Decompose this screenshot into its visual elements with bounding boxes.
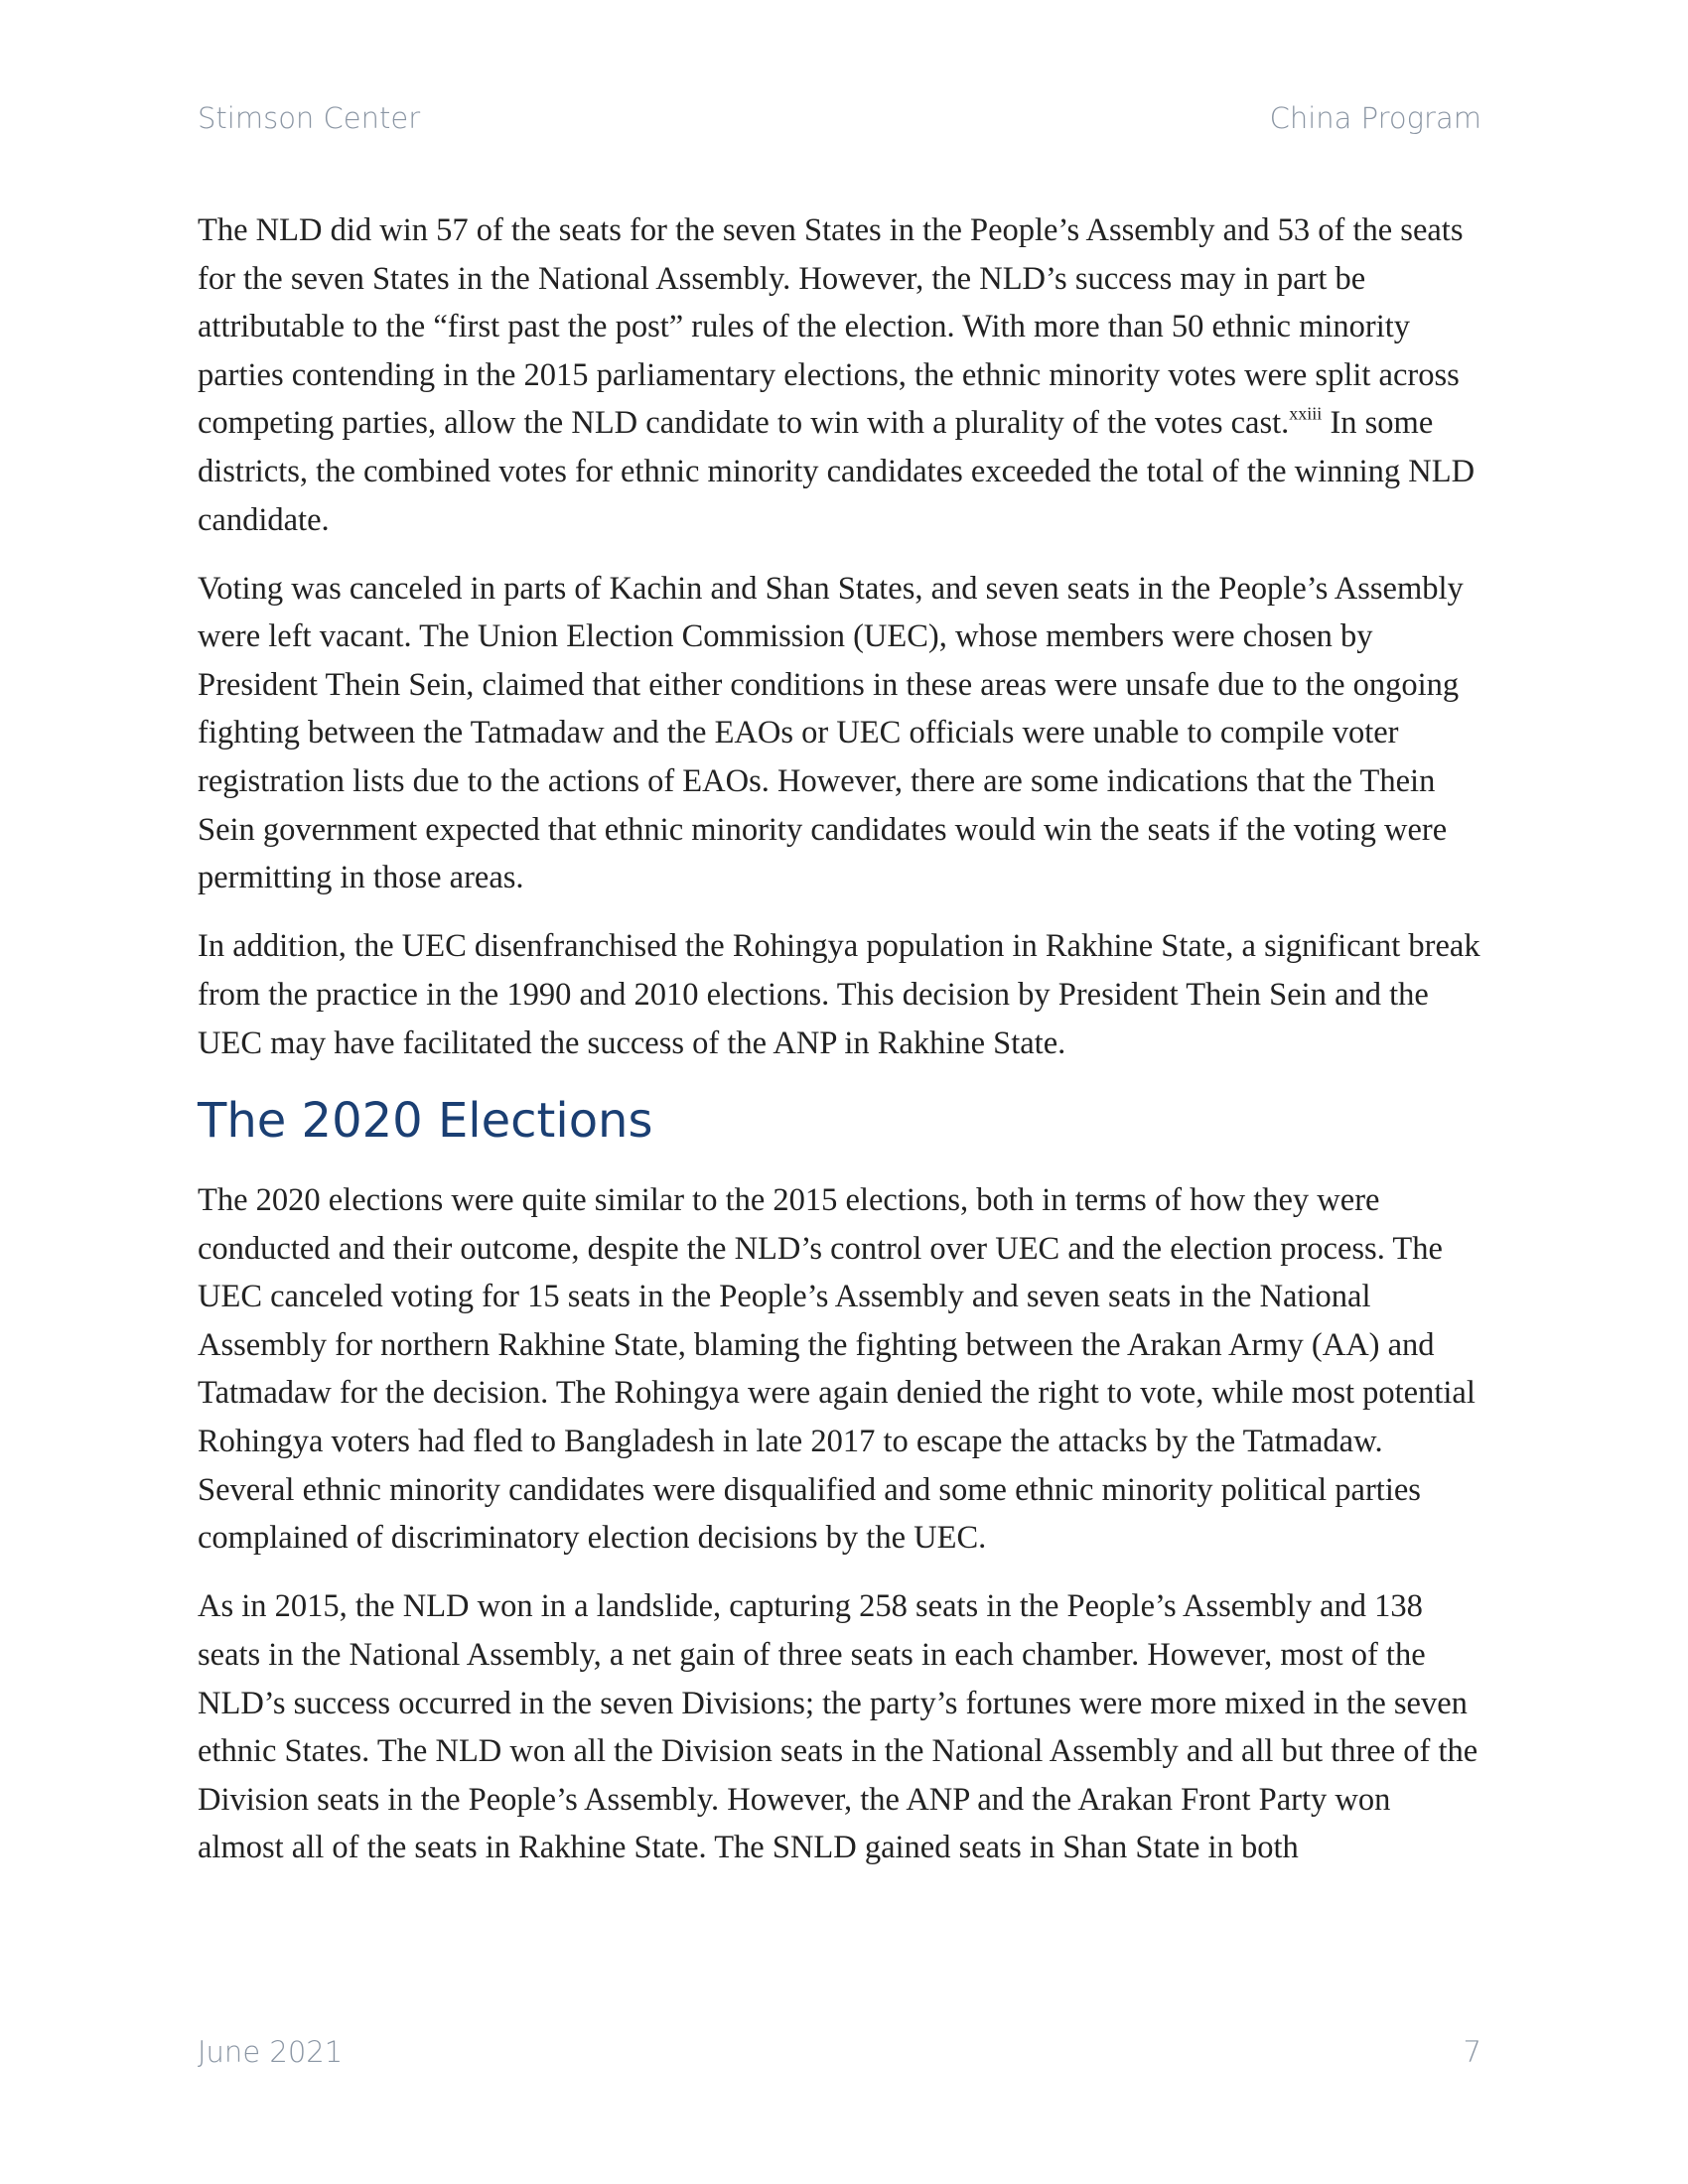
- paragraph-4: The 2020 elections were quite similar to the 2015 elections, both in terms of how they were conducted and their outcome, despite the NLD’s control over UEC and the election process. The UEC canceled voting for 15 seats in the People’s Assembly and seven seats in the National Assembly for northern Rakhine State, blaming the fighting between the Arakan Army (AA) and Tatmadaw for the decision. The Rohingya were again denied the right to vote, while most potential Rohingya voters had fled to Bangladesh in late 2017 to escape the attacks by the Tatmadaw. Several ethnic minority candidates were disqualified and some ethnic minority political parties complained of discriminatory election decisions by the UEC.: [198, 1182, 1476, 1557]
- header-organization: Stimson Center: [198, 101, 421, 135]
- paragraph-2: Voting was canceled in parts of Kachin and Shan States, and seven seats in the People’s Assembly were left vacant. The Union Election Commission (UEC), whose members were chosen by President Thein Sein, claimed that either conditions in these areas were unsafe due to the ongoing fighting between the Tatmadaw and the EAOs or UEC officials were unable to compile voter registration lists due to the actions of EAOs. However, there are some indications that the Thein Sein government expected that ethnic minority candidates would win the seats if the voting were permitting in those areas.: [198, 570, 1464, 896]
- paragraph-1: [198, 206, 1484, 544]
- paragraph-5: As in 2015, the NLD won in a landslide, capturing 258 seats in the People’s Assembly and 138 seats in the National Assembly, a net gain of three seats in each chamber. However, most of the NLD’s success occurred in the seven Divisions; the party’s fortunes were more mixed in the seven ethnic States. The NLD won all the Division seats in the National Assembly and all but three of the Division seats in the People’s Assembly. However, the ANP and the Arakan Front Party won almost all of the seats in Rakhine State. The SNLD gained seats in Shan State in both: [198, 1588, 1478, 1866]
- paragraph-1-text: The NLD did win 57 of the seats for the seven States in the People’s Assembly and 53 of the seats for the seven States in the National Assembly. However, the NLD’s success may in part be attributable to the “first past the post” rules of the election. With more than 50 ethnic minority parties contending in the 2015 parliamentary elections, the ethnic minority votes were split across competing parties, allow the NLD candidate to win with a plurality of the votes cast.: [198, 212, 1464, 442]
- section-heading: The 2020 Elections: [198, 1093, 653, 1150]
- footer-date: June 2021: [198, 2035, 344, 2069]
- header-program: China Program: [1269, 101, 1481, 135]
- page-number: 7: [1463, 2035, 1481, 2069]
- paragraph-3: In addition, the UEC disenfranchised the Rohingya population in Rakhine State, a significant break from the practice in the 1990 and 2010 elections. This decision by President Thein Sein and the UEC may have facilitated the success of the ANP in Rakhine State.: [198, 928, 1480, 1061]
- paragraph-1-text-continued: In some districts, the combined votes for ethnic minority candidates exceeded the total of the winning NLD candidate.: [198, 405, 1476, 538]
- running-header: [198, 101, 1481, 135]
- running-footer: [198, 2035, 1481, 2069]
- footnote-reference: xxiii: [1289, 403, 1323, 424]
- body-content: [198, 206, 1484, 1892]
